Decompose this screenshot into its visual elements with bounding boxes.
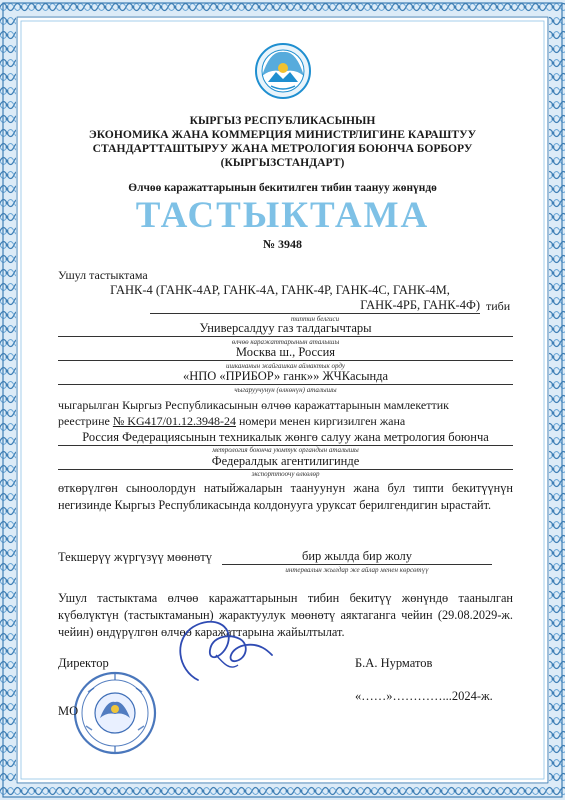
approval-text: өткөрүлгөн сыноолордун натыйжаларын таануунун жана бул типти бекитүүнүн негизинде Кыргыз Республикасында колдонууга уруксат берилгендигин ырастайт. xyxy=(58,481,513,512)
signature-icon xyxy=(168,615,278,690)
certificate-number: № 3948 xyxy=(262,237,303,251)
document-subtitle: Өлчөө каражаттарынын бекитилген тибин таануу жөнүндө xyxy=(128,182,437,194)
type-suffix: тиби xyxy=(486,299,511,313)
interval-label: Текшерүү жүргүзүү мөөнөтү xyxy=(58,550,212,564)
date-line: «……»…………...2024-ж. xyxy=(355,689,493,703)
caption-type: типтин белгиси xyxy=(290,315,340,323)
organization-name xyxy=(0,114,565,170)
type-designation-line-1: ГАНК-4 (ГАНК-4АР, ГАНК-4А, ГАНК-4Р, ГАНК-4С, ГАНК-4М, xyxy=(110,283,450,297)
location-underline xyxy=(58,360,513,361)
official-seal-icon xyxy=(72,670,158,756)
org-line-2: ЭКОНОМИКА ЖАНА КОММЕРЦИЯ МИНИСТРЛИГИНЕ КАРАШТУУ xyxy=(88,128,477,141)
manufacturer-underline xyxy=(58,384,513,385)
kyrgyz-emblem-icon xyxy=(254,42,312,100)
metrology-body: Россия Федерациясынын техникалык жөнгө салуу жана метрология боюнча xyxy=(82,430,489,444)
type-underline xyxy=(150,313,480,314)
intro-text: Ушул тастыктама xyxy=(58,268,148,282)
validity-text: Ушул тастыктама өлчөө каражаттарынын тибин бекитүү жөнүндө таанылган күбөлүктүн (тастыктаманын) жарактуулук мөөнөтү аяктаганга чейин (29.08.2029-ж. чейин) өндүрүлгөн өлчөө каражаттарына жайылтылат. xyxy=(58,591,513,639)
registry-number: № KG417/01.12.3948-24 xyxy=(112,414,236,428)
caption-location: ишкананын жайгашкан аймактык орду xyxy=(226,362,345,370)
director-label: Директор xyxy=(58,656,109,670)
registry-word: реестрине xyxy=(58,414,110,428)
location: Москва ш., Россия xyxy=(235,345,336,359)
registry-prefix: чыгарылган Кыргыз Республикасынын өлчөө каражаттарынын мамлекеттик xyxy=(58,398,449,412)
caption-agency: экспорттоочу өлкөлөр xyxy=(251,470,320,478)
manufacturer: «НПО «ПРИБОР» ганк»» ЖЧКасында xyxy=(182,369,389,383)
type-designation-line-2: ГАНК-4РБ, ГАНК-4Ф) xyxy=(360,298,480,312)
instrument-underline xyxy=(58,336,513,337)
org-line-1: КЫРГЫЗ РЕСПУБЛИКАСЫНЫН xyxy=(189,114,376,127)
seal-label: МО xyxy=(58,704,79,718)
agency: Федералдык агентилигинде xyxy=(211,454,360,468)
org-line-4: (КЫРГЫЗСТАНДАРТ) xyxy=(220,156,345,169)
caption-interval: интервалын жылдар же айлар менен көрсөтүү xyxy=(285,566,429,574)
document-title: ТАСТЫКТАМА xyxy=(135,195,430,236)
org-line-3: СТАНДАРТТАШТЫРУУ ЖАНА МЕТРОЛОГИЯ БОЮНЧА БОРБОРУ xyxy=(92,142,473,155)
registry-suffix: номери менен киргизилген жана xyxy=(238,414,406,428)
caption-manufacturer: чыгаруучунун (өлкөнүн) аталышы xyxy=(234,386,337,394)
instrument-name: Универсалдуу газ талдагычтары xyxy=(199,321,372,335)
caption-metrology: метрология боюнча уюмтук органдын аталышы xyxy=(212,446,359,454)
caption-instrument: өлчөө каражаттарынын аталышы xyxy=(231,338,340,346)
interval-value: бир жылда бир жолу xyxy=(301,549,413,563)
registry-line xyxy=(58,414,513,429)
interval-underline xyxy=(222,564,492,565)
director-name: Б.А. Нурматов xyxy=(355,656,433,670)
